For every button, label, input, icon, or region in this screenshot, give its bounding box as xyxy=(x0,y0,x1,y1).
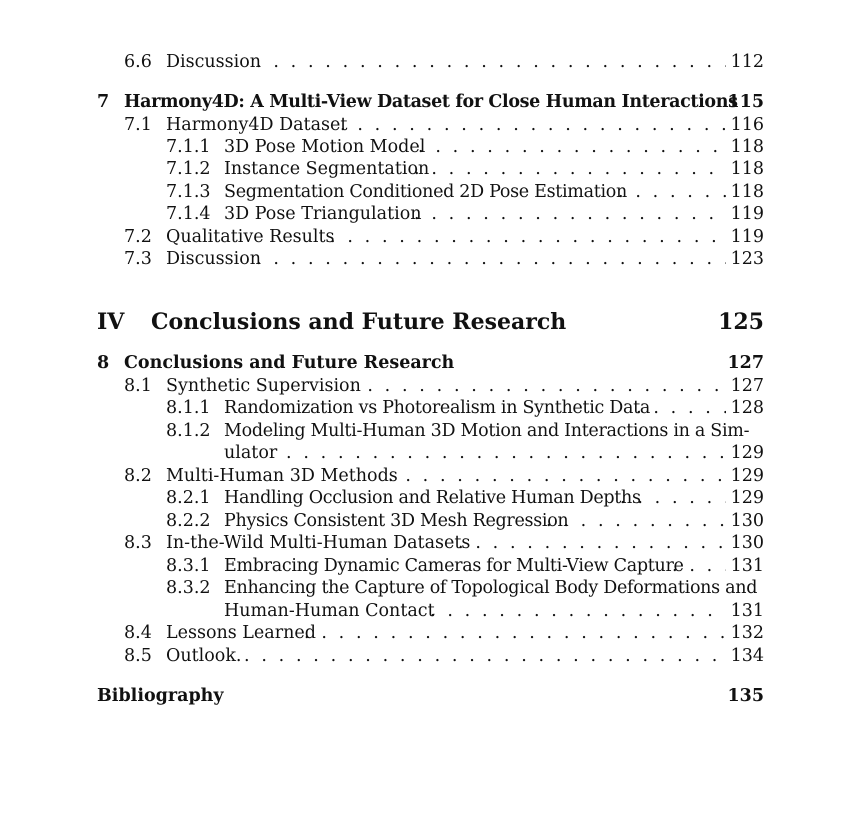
page-number: 123 xyxy=(730,249,764,269)
section-number: 8.2 xyxy=(124,466,152,486)
section-number: 7.3 xyxy=(124,249,152,269)
section-title: Discussion xyxy=(166,52,262,72)
subsection-number: 8.1.2 xyxy=(166,421,211,441)
subsection-title: Randomization vs Photorealism in Synthetic Data xyxy=(224,398,650,418)
page-number: 127 xyxy=(727,353,764,373)
page-number: 132 xyxy=(730,623,764,643)
section-number: 8.4 xyxy=(124,623,152,643)
dot-leader xyxy=(414,158,726,180)
section-title: Lessons Learned xyxy=(166,623,316,643)
subsection-title: Modeling Multi-Human 3D Motion and Interactions in a Sim- xyxy=(224,421,750,441)
page-number: 127 xyxy=(730,376,764,396)
subsection-number: 8.3.1 xyxy=(166,556,211,576)
page-number: 130 xyxy=(730,511,764,531)
page-number: 129 xyxy=(730,488,764,508)
chapter-number: 8 xyxy=(97,353,110,373)
subsection-number: 8.2.2 xyxy=(166,511,211,531)
subsection-number: 8.3.2 xyxy=(166,578,211,598)
subsection-title: Segmentation Conditioned 2D Pose Estimation xyxy=(224,182,627,202)
page-number: 130 xyxy=(730,533,764,553)
section-number: 8.1 xyxy=(124,376,152,396)
subsection-number: 8.1.1 xyxy=(166,398,211,418)
section-title: Synthetic Supervision xyxy=(166,376,361,396)
part-number: IV xyxy=(97,309,125,335)
subsection-number: 7.1.4 xyxy=(166,204,211,224)
bibliography-title: Bibliography xyxy=(97,686,224,706)
page-number: 129 xyxy=(730,443,764,463)
section-title: Harmony4D Dataset xyxy=(166,115,348,135)
section-title: Multi-Human 3D Methods xyxy=(166,466,398,486)
chapter-number: 7 xyxy=(97,92,110,112)
dot-leader xyxy=(304,622,726,644)
subsection-title: Enhancing the Capture of Topological Body Deformations and xyxy=(224,578,758,598)
section-number: 8.3 xyxy=(124,533,152,553)
section-title: Discussion xyxy=(166,249,262,269)
dot-leader xyxy=(286,442,726,464)
dot-leader xyxy=(340,114,726,136)
page-number: 112 xyxy=(730,52,764,72)
dot-leader xyxy=(546,510,726,532)
subsection-title: 3D Pose Motion Model xyxy=(224,137,426,157)
dot-leader xyxy=(256,51,726,73)
section-number: 7.1 xyxy=(124,115,152,135)
dot-leader xyxy=(430,600,726,622)
dot-leader xyxy=(330,226,726,248)
dot-leader xyxy=(636,397,726,419)
section-title: Qualitative Results xyxy=(166,227,335,247)
subsection-title: Physics Consistent 3D Mesh Regression xyxy=(224,511,569,531)
dot-leader xyxy=(620,487,726,509)
section-title: Outlook. xyxy=(166,646,242,666)
dot-leader xyxy=(458,532,726,554)
subsection-title: Embracing Dynamic Cameras for Multi-View Capture xyxy=(224,556,684,576)
subsection-number: 7.1.3 xyxy=(166,182,211,202)
subsection-title: Handling Occlusion and Relative Human Depths xyxy=(224,488,641,508)
chapter-title: Conclusions and Future Research xyxy=(124,353,455,373)
subsection-number: 7.1.1 xyxy=(166,137,211,157)
dot-leader xyxy=(388,465,726,487)
section-title: In-the-Wild Multi-Human Datasets xyxy=(166,533,471,553)
page-number: 131 xyxy=(730,601,764,621)
page-number: 115 xyxy=(727,92,764,112)
subsection-number: 8.2.1 xyxy=(166,488,211,508)
section-number: 8.5 xyxy=(124,646,152,666)
subsection-title: Instance Segmentation xyxy=(224,159,430,179)
page-number: 116 xyxy=(730,115,764,135)
dot-leader xyxy=(244,645,726,667)
subsection-title-continuation: Human-Human Contact xyxy=(224,601,435,621)
page-number: 118 xyxy=(730,182,764,202)
subsection-title: 3D Pose Triangulation xyxy=(224,204,422,224)
dot-leader xyxy=(256,248,726,270)
part-title: Conclusions and Future Research xyxy=(151,309,567,335)
page-number: 135 xyxy=(727,686,764,706)
dot-leader xyxy=(672,555,726,577)
page-number: 118 xyxy=(730,159,764,179)
page-number: 118 xyxy=(730,137,764,157)
page-number: 125 xyxy=(718,309,764,335)
page-number: 119 xyxy=(730,227,764,247)
page-number: 128 xyxy=(730,398,764,418)
page-number: 119 xyxy=(730,204,764,224)
page-number: 131 xyxy=(730,556,764,576)
page-number: 129 xyxy=(730,466,764,486)
section-number: 7.2 xyxy=(124,227,152,247)
subsection-title-continuation: ulator xyxy=(224,443,278,463)
dot-leader xyxy=(618,181,726,203)
dot-leader xyxy=(418,136,726,158)
page-number: 134 xyxy=(730,646,764,666)
dot-leader xyxy=(414,203,726,225)
subsection-number: 7.1.2 xyxy=(166,159,211,179)
dot-leader xyxy=(350,375,726,397)
section-number: 6.6 xyxy=(124,52,152,72)
chapter-title: Harmony4D: A Multi-View Dataset for Close Human Interactions xyxy=(124,92,738,112)
